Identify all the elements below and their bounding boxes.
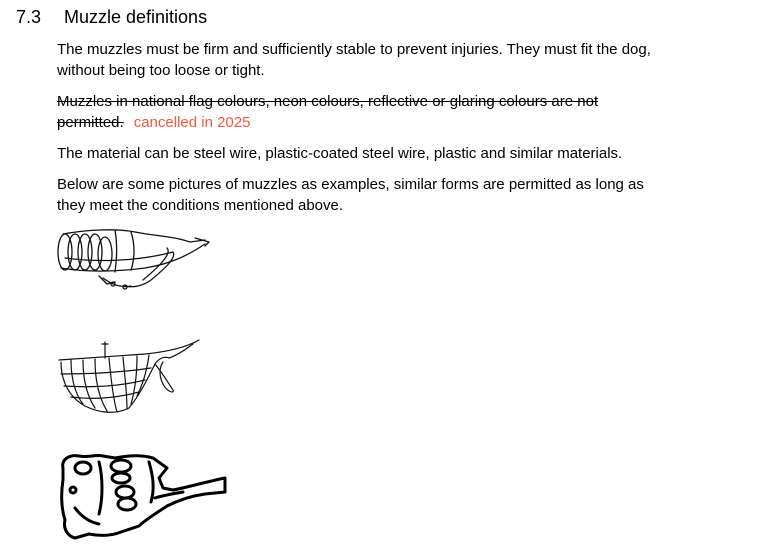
paragraph-materials: The material can be steel wire, plastic-coated steel wire, plastic and similar materials. [57,145,623,162]
paragraph-examples: Below are some pictures of muzzles as examples, similar forms are permitted as long as they meet the conditions mentioned above. [57,176,644,214]
struck-colours-rule: Muzzles in national flag colours, neon colours, reflective or glaring colours are not permitted. [57,93,599,131]
plastic-muzzle-image [55,448,231,542]
section-heading [16,7,207,28]
mesh-basket-muzzle-image [55,334,215,420]
section-number: 7.3 [16,7,42,27]
wire-basket-muzzle-image [55,222,215,298]
paragraph-colours-rule [57,91,672,133]
paragraph-muzzle-fit: The muzzles must be firm and sufficiently stable to prevent injuries. They must fit the dog, without being too loose or tight. [57,41,651,79]
section-title: Muzzle definitions [64,7,208,27]
cancelled-note: cancelled in 2025 [133,114,251,131]
